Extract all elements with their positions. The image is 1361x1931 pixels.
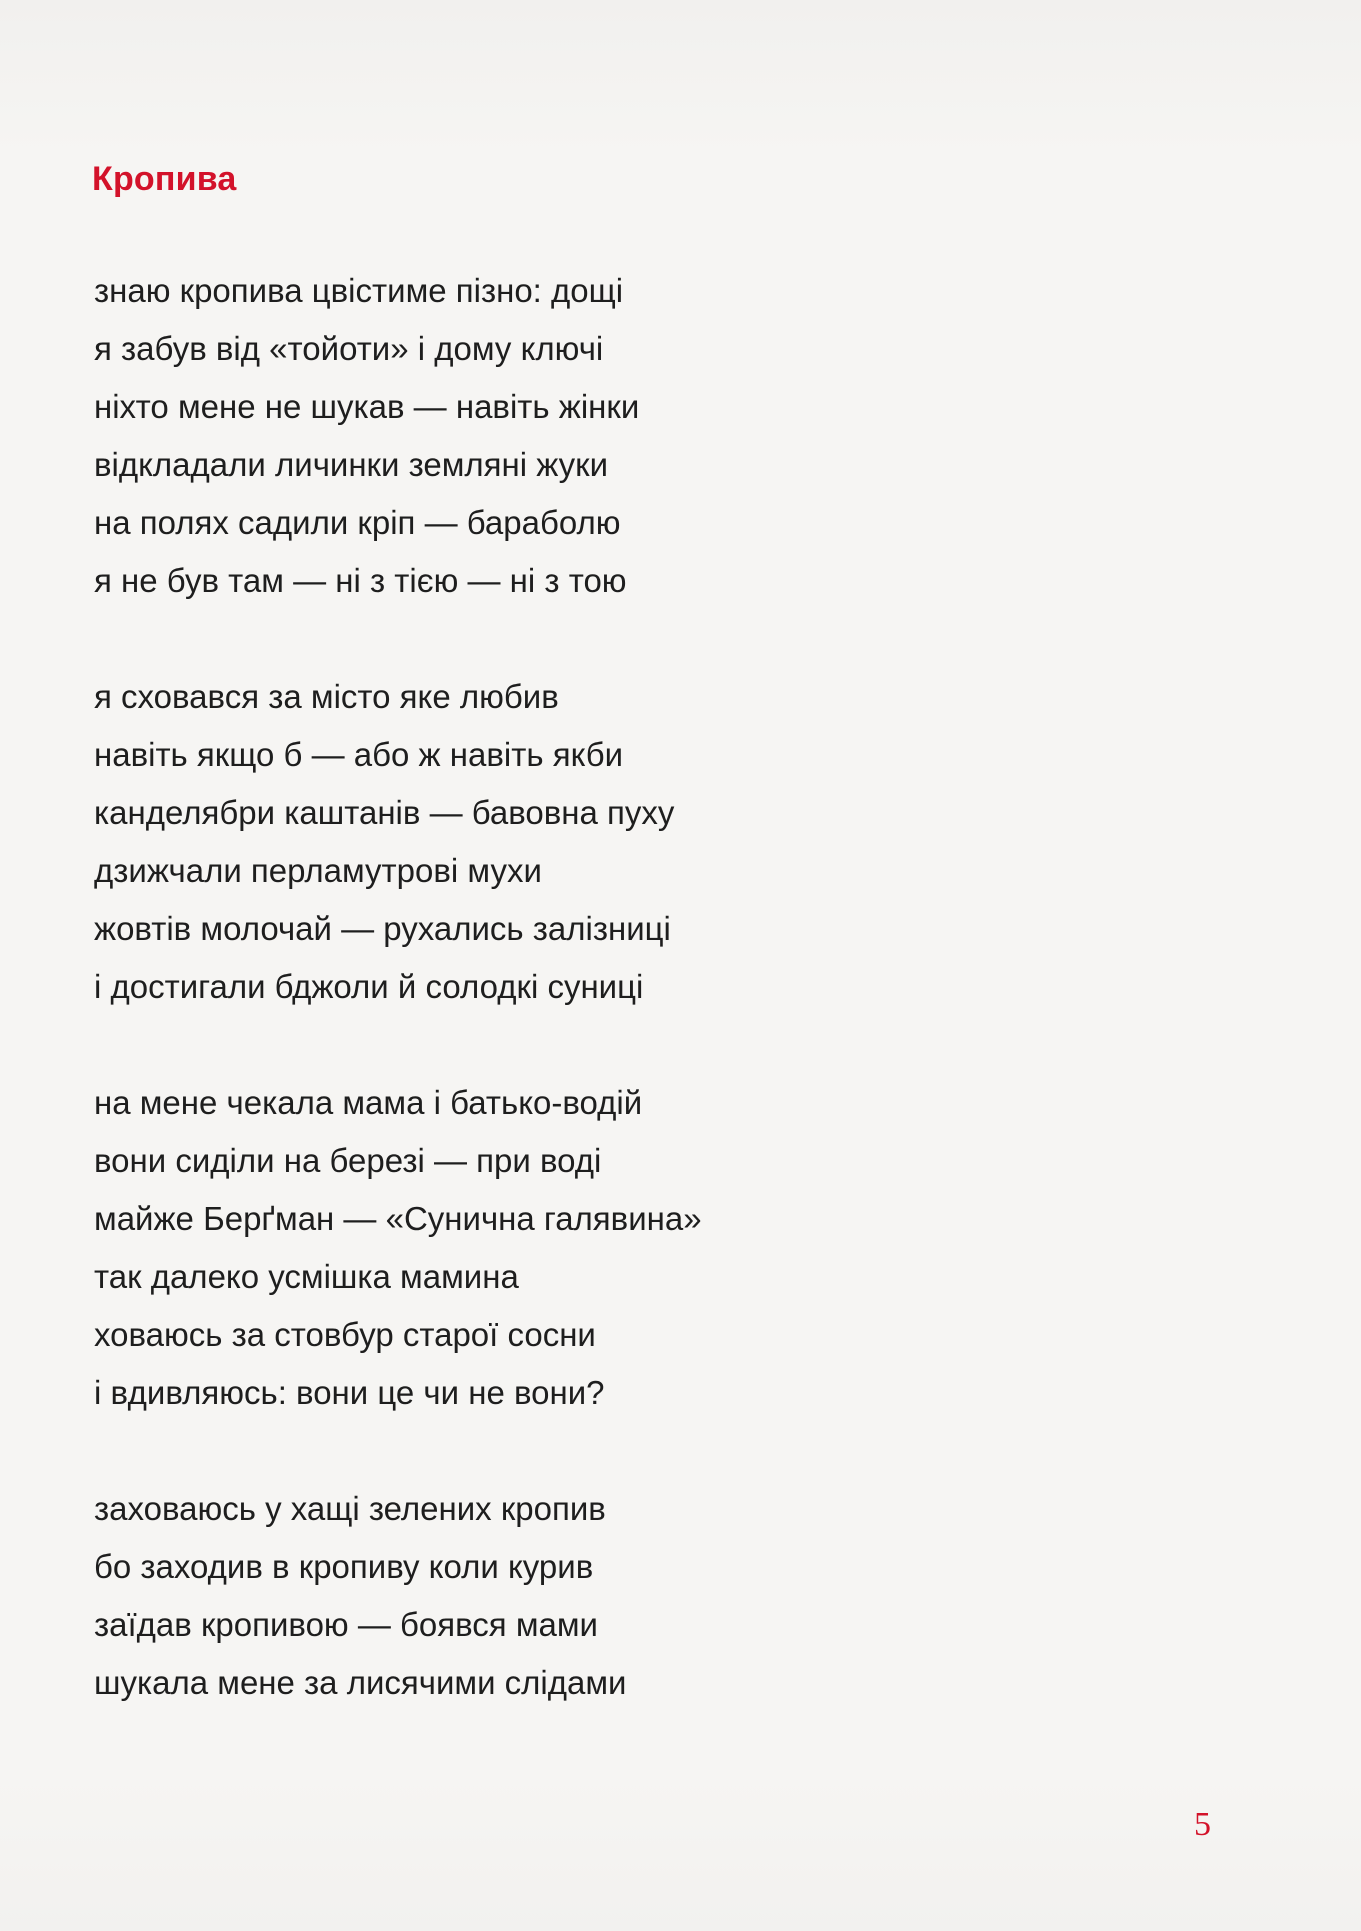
poem-line: жовтів молочай — рухались залізниці: [94, 910, 671, 947]
poem-line: я забув від «тойоти» і дому ключі: [94, 330, 604, 367]
poem-line: вони сиділи на березі — при воді: [94, 1142, 602, 1179]
poem-line: на полях садили кріп — бараболю: [94, 504, 621, 541]
poem-line: я не був там — ні з тією — ні з тою: [94, 562, 627, 599]
poem-line: заїдав кропивою — боявся мами: [94, 1606, 598, 1643]
poem-line: я сховався за місто яке любив: [94, 678, 559, 715]
poem-line: шукала мене за лисячими слідами: [94, 1664, 627, 1701]
page-number: 5: [1194, 1806, 1211, 1843]
poem-line: ховаюсь за стовбур старої сосни: [94, 1316, 596, 1353]
stanza-1: [94, 262, 1244, 610]
poem-line: навіть якщо б — або ж навіть якби: [94, 736, 624, 773]
poem-line: заховаюсь у хащі зелених кропив: [94, 1490, 606, 1527]
poem-body: [94, 262, 1244, 1770]
poem-title: Кропива: [92, 160, 237, 198]
poem-line: канделябри каштанів — бавовна пуху: [94, 794, 675, 831]
poem-line: майже Берґман — «Сунична галявина»: [94, 1200, 702, 1237]
stanza-4: [94, 1480, 1244, 1712]
poem-line: знаю кропива цвістиме пізно: дощі: [94, 272, 624, 309]
poem-line: дзижчали перламутрові мухи: [94, 852, 542, 889]
poem-line: і достигали бджоли й солодкі суниці: [94, 968, 644, 1005]
poem-line: на мене чекала мама і батько-водій: [94, 1084, 643, 1121]
poem-line: відкладали личинки земляні жуки: [94, 446, 609, 483]
poem-line: бо заходив в кропиву коли курив: [94, 1548, 594, 1585]
poem-line: так далеко усмішка мамина: [94, 1258, 519, 1295]
poem-line: ніхто мене не шукав — навіть жінки: [94, 388, 640, 425]
stanza-3: [94, 1074, 1244, 1422]
stanza-2: [94, 668, 1244, 1016]
poem-line: і вдивляюсь: вони це чи не вони?: [94, 1374, 605, 1411]
